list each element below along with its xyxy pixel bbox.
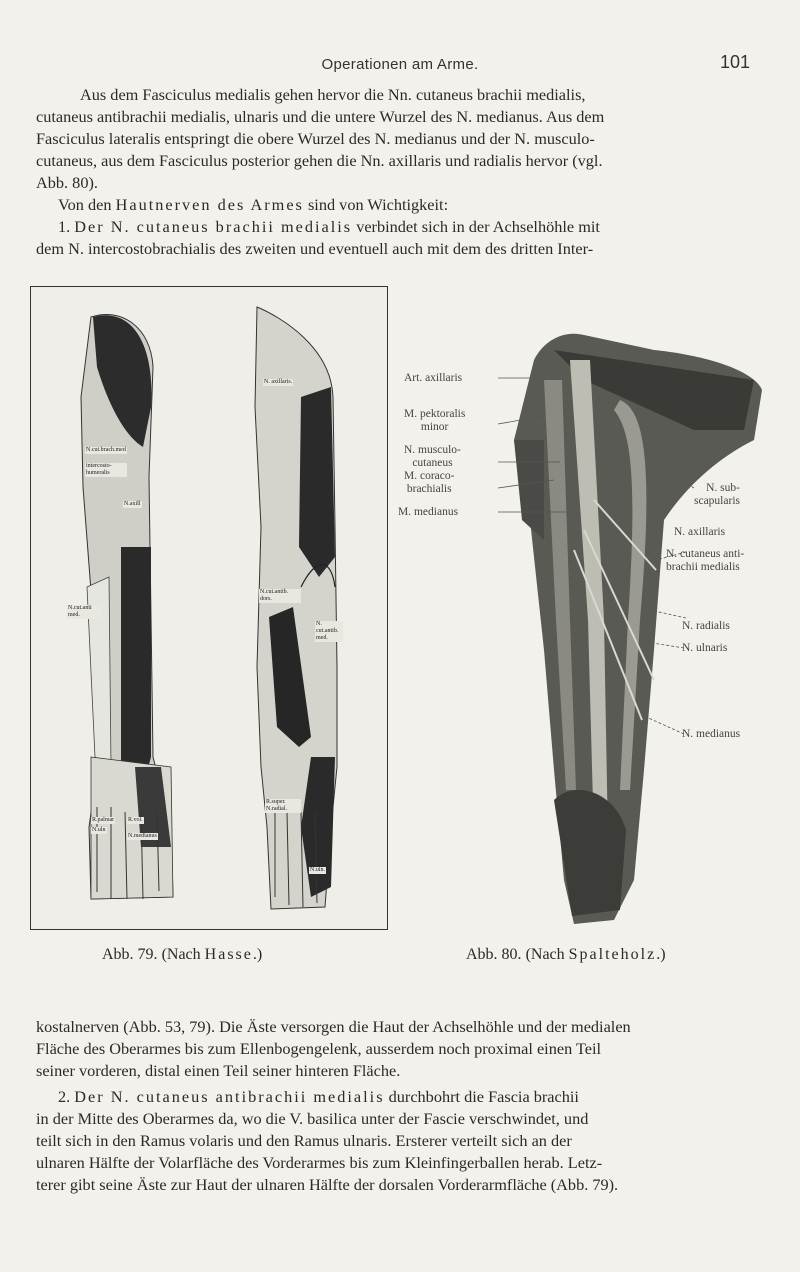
fig80-left-label: M. medianus	[398, 506, 459, 518]
fig80-right-label: N. sub- scapularis	[694, 482, 740, 507]
fig79-label: N.uln	[92, 827, 106, 833]
figure-80-arm-dissection	[394, 320, 770, 940]
fig79-label: R.palmar	[92, 817, 115, 823]
fig79-label: N.uln.	[310, 867, 325, 873]
fig79-label: intercosto-humeralis	[85, 463, 127, 477]
fig80-left-label: M. pektoralis minor	[404, 408, 466, 433]
text-line: in der Mitte des Oberarmes da, wo die V. basilica unter der Fascie verschwindet, und	[36, 1109, 589, 1128]
figure-79-dermatome-diagram	[30, 286, 388, 930]
item-1-heading: Der N. cutaneus brachii medialis	[74, 217, 353, 236]
fig79-label: N.cut.anti med.	[67, 605, 101, 619]
fig80-right-label: N. cutaneus anti- brachii medialis	[666, 548, 745, 573]
text-line: Fasciculus lateralis entspringt die obere Wurzel des N. medianus und der N. musculo-	[36, 129, 595, 148]
text-line: teilt sich in den Ramus volaris und den Ramus ulnaris. Ersterer verteilt sich an der	[36, 1131, 572, 1150]
running-header: Operationen am Arme.	[321, 56, 479, 73]
text-line: seiner vorderen, distal einen Teil seiner hinteren Fläche.	[36, 1061, 401, 1080]
fig79-label: R.super. N.radial.	[265, 799, 301, 813]
text-line: Aus dem Fasciculus medialis gehen hervor die Nn. cutaneus brachii medialis,	[80, 85, 586, 104]
fig80-right-label: N. medianus	[682, 728, 741, 740]
caption-author: Hasse	[204, 946, 253, 963]
text-line: cutaneus, aus dem Fasciculus posterior gehen die Nn. axillaris und radialis hervor (vgl.	[36, 151, 603, 170]
text-line: kostalnerven (Abb. 53, 79). Die Äste versorgen die Haut der Achselhöhle und der medialen	[36, 1017, 631, 1036]
text-line: Abb. 80).	[36, 173, 98, 192]
fig80-right-label: N. axillaris	[674, 526, 726, 538]
back-arm	[255, 307, 337, 909]
figure-80-caption: Abb. 80. (Nach Spalteholz.)	[466, 946, 666, 963]
text-line: ulnaren Hälfte der Volarfläche des Vorderarmes bis zum Kleinfingerballen herab. Letz-	[36, 1153, 603, 1172]
item-1-line: 1. Der N. cutaneus brachii medialis verbindet sich in der Achselhöhle mit	[58, 217, 600, 236]
text-line: cutaneus antibrachii medialis, ulnaris und die untere Wurzel des N. medianus. Aus dem	[36, 107, 605, 126]
spaced-heading: Hautnerven des Armes	[115, 195, 304, 214]
fig79-label: N.cut.antib. dors.	[259, 589, 301, 603]
fig79-label: R.vol.	[128, 817, 143, 823]
fig80-right-label: N. radialis	[682, 620, 730, 632]
fig80-left-label: M. coraco- brachialis	[404, 470, 455, 495]
intro-paragraph	[36, 84, 766, 260]
caption-author: Spalteholz	[568, 946, 657, 963]
text-line: terer gibt seine Äste zur Haut der ulnaren Hälfte der dorsalen Vorderarmfläche (Abb. 79).	[36, 1175, 619, 1194]
item-2-heading: Der N. cutaneus antibrachii medialis	[74, 1087, 385, 1106]
body-paragraph	[36, 1016, 766, 1196]
fig79-label: N.medianus	[128, 833, 157, 839]
fig80-right-label: N. ulnaris	[682, 642, 728, 654]
hautnerven-line: Von den Hautnerven des Armes sind von Wichtigkeit:	[58, 195, 449, 214]
fig79-label: N. axillaris.	[264, 379, 293, 385]
text-line: Fläche des Oberarmes bis zum Ellenbogengelenk, ausserdem noch proximal einen Teil	[36, 1039, 602, 1058]
figure-79-caption: Abb. 79. (Nach Hasse.)	[102, 946, 263, 963]
fig80-left-label: N. musculo- cutaneus	[404, 444, 461, 469]
fig80-left-label: Art. axillaris	[404, 372, 463, 384]
page-number: 101	[719, 52, 750, 72]
fig79-label: N. cut.antib. med.	[315, 621, 343, 642]
fig79-label: N.axill	[124, 501, 141, 507]
text-line: dem N. intercostobrachialis des zweiten und eventuell auch mit dem des dritten Inter-	[36, 239, 594, 258]
item-2-line: 2. Der N. cutaneus antibrachii medialis durchbohrt die Fascia brachii	[58, 1087, 579, 1106]
fig79-label: N.cut.brach.med	[86, 447, 126, 453]
